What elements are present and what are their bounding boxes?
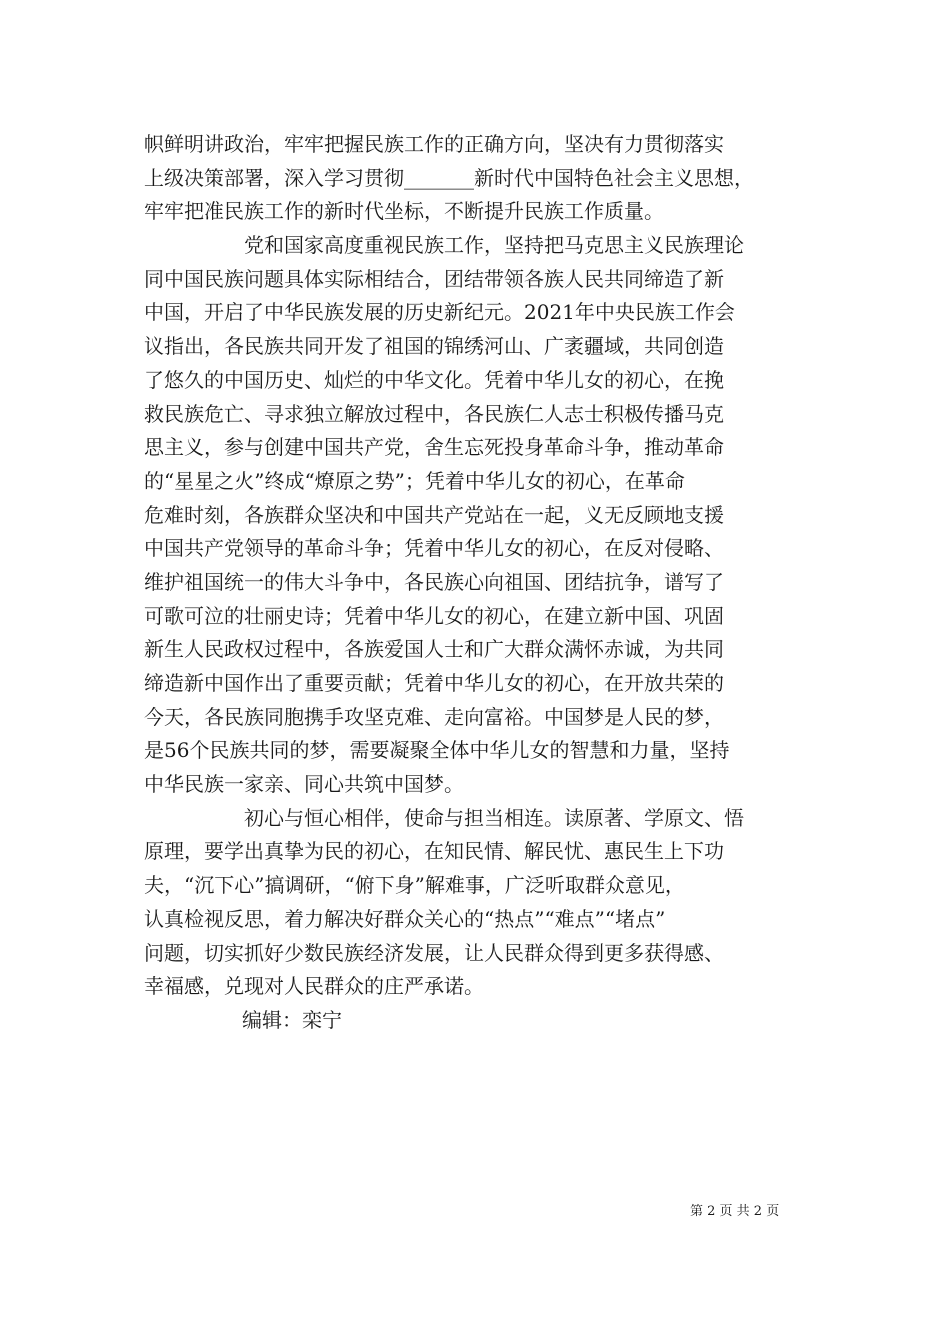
text-line: 中华民族一家亲、同心共筑中国梦。 — [144, 772, 464, 797]
text-line: 帜鲜明讲政治，牢牢把握民族工作的正确方向，坚决有力贯彻落实 — [144, 132, 724, 156]
text-line: 同中国民族问题具体实际相结合，团结带领各族人民共同缔造了新 — [144, 266, 724, 291]
text-line: 救民族危亡、寻求独立解放过程中，各民族仁人志士积极传播马克 — [144, 401, 724, 426]
text-line: 思主义，参与创建中国共产党，舍生忘死投身革命斗争，推动革命 — [144, 435, 724, 460]
text-line: 了悠久的中国历史、灿烂的中华文化。凭着中华儿女的初心，在挽 — [144, 367, 724, 392]
text-line: 中国，开启了中华民族发展的历史新纪元。2021年中央民族工作会 — [144, 300, 735, 325]
paragraph-3 — [144, 802, 824, 1004]
paragraph-1 — [144, 128, 824, 229]
text-line: 党和国家高度重视民族工作，坚持把马克思主义民族理论 — [244, 233, 744, 258]
text-line: 维护祖国统一的伟大斗争中，各民族心向祖国、团结抗争，谱写了 — [144, 569, 724, 594]
text-line: 危难时刻，各族群众坚决和中国共产党站在一起，义无反顾地支援 — [144, 502, 724, 527]
text-line: 上级决策部署，深入学习贯彻_______新时代中国特色社会主义思想， — [144, 165, 754, 190]
text-line: 问题，切实抓好少数民族经济发展，让人民群众得到更多获得感、 — [144, 940, 724, 965]
text-line: 是56个民族共同的梦，需要凝聚全体中华儿女的智慧和力量，坚持 — [144, 738, 730, 763]
text-line: 幸福感，兑现对人民群众的庄严承诺。 — [144, 974, 484, 999]
text-line: 中国共产党领导的革命斗争；凭着中华儿女的初心，在反对侵略、 — [144, 536, 724, 561]
text-line: 的“星星之火”终成“燎原之势”；凭着中华儿女的初心，在革命 — [144, 468, 685, 493]
text-line: 夫，“沉下心”搞调研，“俯下身”解难事，广泛听取群众意见， — [144, 873, 685, 898]
text-line: 牢牢把准民族工作的新时代坐标，不断提升民族工作质量。 — [144, 199, 664, 224]
text-line: 新生人民政权过程中，各族爱国人士和广大群众满怀赤诚，为共同 — [144, 637, 724, 662]
text-line: 可歌可泣的壮丽史诗；凭着中华儿女的初心，在建立新中国、巩固 — [144, 603, 724, 628]
editor-credit: 编辑：栾宁 — [242, 1007, 342, 1032]
text-line: 今天，各民族同胞携手攻坚克难、走向富裕。中国梦是人民的梦， — [144, 704, 724, 729]
text-line: 原理，要学出真挚为民的初心，在知民情、解民忧、惠民生上下功 — [144, 839, 724, 864]
text-line: 缔造新中国作出了重要贡献；凭着中华儿女的初心，在开放共荣的 — [144, 671, 724, 695]
text-line: 议指出，各民族共同开发了祖国的锦绣河山、广袤疆域，共同创造 — [144, 334, 724, 359]
paragraph-2 — [144, 229, 824, 802]
text-line: 认真检视反思，着力解决好群众关心的“热点”“难点”“堵点” — [144, 906, 666, 931]
page-number-footer: 第 2 页 共 2 页 — [690, 1204, 780, 1219]
document-body — [144, 128, 824, 1038]
text-line: 初心与恒心相伴，使命与担当相连。读原著、学原文、悟 — [244, 805, 744, 830]
